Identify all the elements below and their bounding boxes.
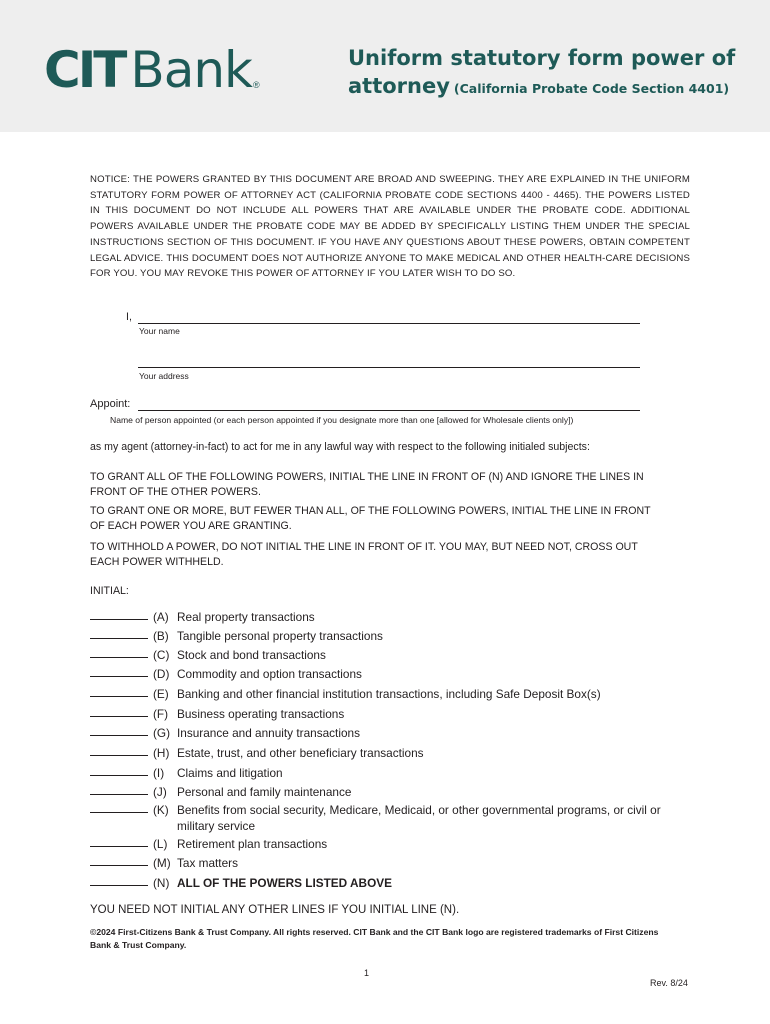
document-title bbox=[348, 44, 758, 103]
power-desc: ALL OF THE POWERS LISTED ABOVE bbox=[177, 876, 392, 890]
instruction-grant-some: TO GRANT ONE OR MORE, BUT FEWER THAN ALL, OF THE FOLLOWING POWERS, INITIAL THE LINE IN FRONT OF EACH POWER YOU ARE GRANTING. bbox=[90, 505, 651, 532]
initial-line-i[interactable] bbox=[90, 765, 148, 776]
initial-line-d[interactable] bbox=[90, 666, 148, 677]
page-number: 1 bbox=[364, 968, 370, 978]
logo-bank-text: Bank bbox=[130, 41, 252, 99]
logo-cit-text: CIT bbox=[44, 41, 125, 99]
initial-line-c[interactable] bbox=[90, 647, 148, 658]
title-subtitle: (California Probate Code Section 4401) bbox=[453, 81, 730, 96]
initial-line-j[interactable] bbox=[90, 784, 148, 795]
power-code: (K) bbox=[153, 803, 169, 817]
your-address-field[interactable] bbox=[138, 367, 640, 368]
closing-note: YOU NEED NOT INITIAL ANY OTHER LINES IF YOU INITIAL LINE (N). bbox=[90, 904, 460, 916]
initial-line-h[interactable] bbox=[90, 745, 148, 756]
power-code: (E) bbox=[153, 687, 169, 701]
power-desc: Commodity and option transactions bbox=[177, 667, 362, 681]
initial-line-n[interactable] bbox=[90, 875, 148, 886]
power-item-f bbox=[90, 706, 667, 722]
initial-line-b[interactable] bbox=[90, 628, 148, 639]
power-code: (F) bbox=[153, 707, 169, 721]
power-item-a bbox=[90, 609, 667, 625]
power-code: (I) bbox=[153, 766, 165, 780]
i-label: I, bbox=[126, 311, 132, 323]
power-desc: Tangible personal property transactions bbox=[177, 629, 383, 643]
power-item-j bbox=[90, 784, 667, 800]
appoint-label: Appoint: bbox=[90, 398, 131, 410]
title-line-1: Uniform statutory form power of bbox=[348, 46, 736, 70]
power-desc: Stock and bond transactions bbox=[177, 648, 326, 662]
power-code: (C) bbox=[153, 648, 170, 662]
power-code: (M) bbox=[153, 856, 171, 870]
power-code: (L) bbox=[153, 837, 168, 851]
power-item-d bbox=[90, 666, 667, 682]
header-band bbox=[0, 0, 770, 132]
initial-line-k[interactable] bbox=[90, 802, 148, 813]
power-desc: Tax matters bbox=[177, 856, 238, 870]
power-code: (D) bbox=[153, 667, 170, 681]
power-item-n bbox=[90, 875, 667, 891]
instruction-withhold: TO WITHHOLD A POWER, DO NOT INITIAL THE LINE IN FRONT OF IT. YOU MAY, BUT NEED NOT, CROSS OUT EACH POWER WITHHELD. bbox=[90, 541, 638, 568]
initial-line-g[interactable] bbox=[90, 725, 148, 736]
power-desc: Retirement plan transactions bbox=[177, 837, 328, 851]
power-item-c bbox=[90, 647, 667, 663]
appointee-name-field[interactable] bbox=[138, 410, 640, 411]
power-code: (A) bbox=[153, 610, 169, 624]
your-name-field[interactable] bbox=[138, 323, 640, 324]
copyright-notice: ©2024 First-Citizens Bank & Trust Company. All rights reserved. CIT Bank and the CIT Bank logo are registered trademarks of First Citizens Bank & Trust Company. bbox=[90, 927, 659, 950]
power-item-i bbox=[90, 765, 667, 781]
power-item-m bbox=[90, 855, 667, 871]
initial-label: INITIAL: bbox=[90, 585, 129, 597]
power-desc: Claims and litigation bbox=[177, 766, 283, 780]
power-desc: Personal and family maintenance bbox=[177, 785, 352, 799]
power-code: (H) bbox=[153, 746, 170, 760]
power-code: (J) bbox=[153, 785, 167, 799]
power-item-h bbox=[90, 745, 667, 761]
agent-statement: as my agent (attorney-in-fact) to act for me in any lawful way with respect to the following initialed subjects: bbox=[90, 441, 590, 453]
instruction-grant-all: TO GRANT ALL OF THE FOLLOWING POWERS, INITIAL THE LINE IN FRONT OF (N) AND IGNORE THE LINES IN FRONT OF THE OTHER POWERS. bbox=[90, 471, 644, 498]
power-desc: Banking and other financial institution transactions, including Safe Deposit Box(s) bbox=[177, 687, 601, 701]
initial-line-f[interactable] bbox=[90, 706, 148, 717]
power-desc: Estate, trust, and other beneficiary transactions bbox=[177, 746, 424, 760]
initial-line-m[interactable] bbox=[90, 855, 148, 866]
cit-bank-logo bbox=[44, 41, 260, 99]
power-desc: Benefits from social security, Medicare, Medicaid, or other governmental programs, or civil or military service bbox=[177, 803, 661, 833]
notice-paragraph: NOTICE: THE POWERS GRANTED BY THIS DOCUMENT ARE BROAD AND SWEEPING. THEY ARE EXPLAINED IN THE UNIFORM STATUTORY FORM POWER OF ATTORNEY ACT (CALIFORNIA PROBATE CODE SECTIONS 4400 - 4465). THE POWERS LISTED IN THIS DOCUMENT DO NOT INCLUDE ALL POWERS THAT ARE AVAILABLE UNDER THE PROBATE CODE. ADDITIONAL POWERS AVAILABLE UNDER THE PROBATE CODE MAY BE ADDED BY SPECIFICALLY LISTING THEM UNDER THE SPECIAL INSTRUCTIONS SECTION OF THIS DOCUMENT. IF YOU HAVE ANY QUESTIONS ABOUT THESE POWERS, OBTAIN COMPETENT LEGAL ADVICE. THIS DOCUMENT DOES NOT AUTHORIZE ANYONE TO MAKE MEDICAL AND OTHER HEALTH-CARE DECISIONS FOR YOU. YOU MAY REVOKE THIS POWER OF ATTORNEY IF YOU LATER WISH TO DO SO. bbox=[90, 174, 690, 280]
title-attorney: attorney bbox=[348, 74, 450, 98]
power-item-g bbox=[90, 725, 667, 741]
power-item-e bbox=[90, 686, 667, 702]
power-code: (B) bbox=[153, 629, 169, 643]
power-item-l bbox=[90, 836, 667, 852]
your-name-caption: Your name bbox=[139, 326, 180, 336]
power-desc: Business operating transactions bbox=[177, 707, 345, 721]
revision-label: Rev. 8/24 bbox=[650, 978, 688, 988]
power-item-k bbox=[90, 802, 667, 834]
initial-line-a[interactable] bbox=[90, 609, 148, 620]
appoint-caption: Name of person appointed (or each person appointed if you designate more than one [allowed for Wholesale clients only]) bbox=[110, 415, 574, 425]
initial-line-e[interactable] bbox=[90, 686, 148, 697]
power-code: (N) bbox=[153, 876, 170, 890]
power-code: (G) bbox=[153, 726, 171, 740]
title-line-2 bbox=[348, 72, 758, 103]
power-desc: Real property transactions bbox=[177, 610, 315, 624]
your-address-caption: Your address bbox=[139, 371, 189, 381]
initial-line-l[interactable] bbox=[90, 836, 148, 847]
power-item-b bbox=[90, 628, 667, 644]
power-desc: Insurance and annuity transactions bbox=[177, 726, 360, 740]
logo-registered-mark: ® bbox=[253, 80, 260, 90]
